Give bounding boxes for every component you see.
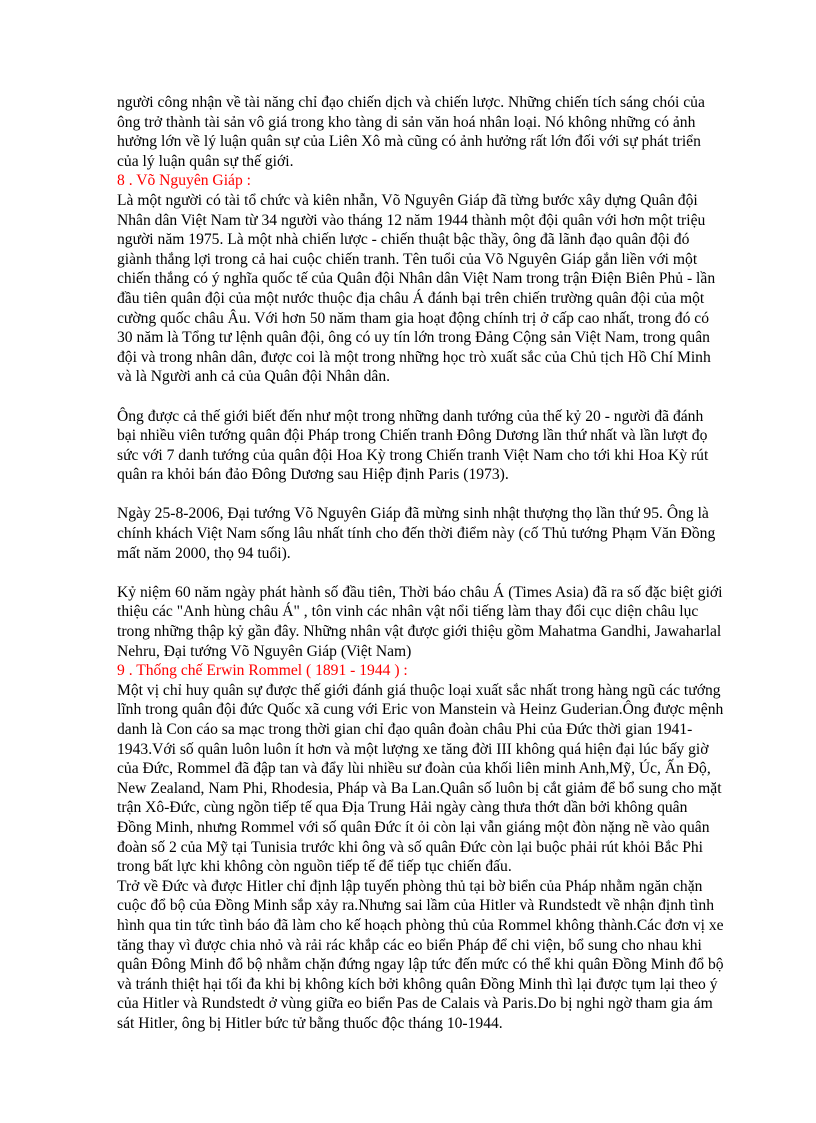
text-line: và tránh thiệt hại tối đa khi bị không kích bởi không quân Đồng Minh thì lại được tụm lại theo ý <box>117 975 718 993</box>
paragraph <box>117 93 757 171</box>
text-line: Ông được cả thế giới biết đến như một trong những danh tướng của thế kỷ 20 - người đã đánh <box>117 407 704 425</box>
text-line: cường quốc châu Âu. Với hơn 50 năm tham gia hoạt động chính trị ở cấp cao nhất, trong đó có <box>117 309 709 327</box>
paragraph <box>117 583 757 661</box>
text-line: New Zealand, Nam Phi, Rhodesia, Pháp và Ba Lan.Quân số luôn bị cắt giảm để bổ sung cho mặt <box>117 779 722 797</box>
text-line: lĩnh trong quân đội đức Quốc xã cung với Eric von Manstein và Heinz Guderian.Ông được mệnh <box>117 701 724 719</box>
text-line: bại nhiều viên tướng quân đội Pháp trong Chiến tranh Đông Dương lần thứ nhất và lần lượt đọ <box>117 427 708 445</box>
text-line: Trở về Đức và được Hitler chỉ định lập tuyến phòng thủ tại bờ biển của Pháp nhằm ngăn chặn <box>117 877 703 895</box>
text-line: thiệu các "Anh hùng châu Á" , tôn vinh các nhân vật nổi tiếng làm thay đổi cục diện châu lục <box>117 603 699 621</box>
text-line: đầu tiên quân đội của một nước thuộc địa châu Á đánh bại trên chiến trường quân đội của một <box>117 289 705 307</box>
text-line: Nehru, Đại tướng Võ Nguyên Giáp (Việt Nam) <box>117 642 412 660</box>
text-line: hình qua tin tức tình báo đã làm cho kế hoạch phòng thủ của Rommel không thành.Các đơn vị xe <box>117 916 724 934</box>
text-line: Là một người có tài tổ chức và kiên nhẫn, Võ Nguyên Giáp đã từng bước xây dựng Quân đội <box>117 191 698 209</box>
text-line <box>117 485 757 505</box>
text-line: Một vị chỉ huy quân sự được thế giới đánh giá thuộc loại xuất sắc nhất trong hàng ngũ các tướng <box>117 681 721 699</box>
text-line: chính khách Việt Nam sống lâu nhất tính cho đến thời điểm này (cố Thủ tướng Phạm Văn Đồng <box>117 525 716 543</box>
text-line: cuộc đổ bộ của Đồng Minh sắp xảy ra.Nhưng sai lầm của Hitler và Rundstedt về nhận định tình <box>117 897 714 915</box>
paragraph <box>117 191 757 387</box>
text-line: Kỷ niệm 60 năm ngày phát hành số đầu tiên, Thời báo châu Á (Times Asia) đã ra số đặc biệt giới <box>117 583 723 601</box>
text-line: của lý luận quân sự thế giới. <box>117 152 294 170</box>
text-line: 1943.Với số quân luôn luôn ít hơn và một lượng xe tăng đời III không quá hiện đại lúc bấy giờ <box>117 740 709 758</box>
text-line: 8 . Võ Nguyên Giáp : <box>117 172 251 190</box>
section-heading <box>117 661 757 681</box>
text-line: tăng thay vì được chia nhỏ và rải rác khắp các eo biển Pháp để chi viện, bổ sung cho nhau khi <box>117 936 702 954</box>
text-line: sát Hitler, ông bị Hitler bức tử bằng thuốc độc tháng 10-1944. <box>117 1014 503 1032</box>
text-line: quân Đông Minh đổ bộ nhằm chặn đứng ngay lập tức đến mức có thể khi quân Đồng Minh đổ bộ <box>117 956 724 974</box>
blank-line <box>117 387 757 407</box>
section-heading <box>117 171 757 191</box>
text-line: hưởng lớn về lý luận quân sự của Liên Xô mà cũng có ảnh hưởng rất lớn đối với sự phát triển <box>117 133 701 151</box>
text-line: ông trở thành tài sản vô giá trong kho tàng di sản văn hoá nhân loại. Nó không những có ảnh <box>117 113 696 131</box>
text-line: và là Người anh cả của Quân đội Nhân dân. <box>117 368 391 386</box>
text-line: người công nhận về tài năng chỉ đạo chiến dịch và chiến lược. Những chiến tích sáng chói của <box>117 94 705 111</box>
blank-line <box>117 485 757 505</box>
text-line: Ngày 25-8-2006, Đại tướng Võ Nguyên Giáp đã mừng sinh nhật thượng thọ lần thứ 95. Ông là <box>117 505 709 523</box>
text-line: trong bất lực khi không còn nguồn tiếp tế để tiếp tục chiến đấu. <box>117 858 512 876</box>
text-line <box>117 563 757 583</box>
text-line: chiến thắng có ý nghĩa quốc tế của Quân đội Nhân dân Việt Nam trong trận Điện Biên Phủ - lần <box>117 270 716 288</box>
text-line: trận Xô-Đức, cùng ngồn tiếp tế qua Địa Trung Hải ngày càng thưa thớt dần bởi không quân <box>117 799 688 817</box>
text-line: đội và trong nhân dân, được coi là một trong những học trò xuất sắc của Chủ tịch Hồ Chí Minh <box>117 348 711 366</box>
blank-line <box>117 563 757 583</box>
paragraph <box>117 681 757 877</box>
text-line: 30 năm là Tổng tư lệnh quân đội, ông có uy tín lớn trong Đảng Cộng sản Việt Nam, trong quân <box>117 329 710 347</box>
document-page <box>117 93 757 1034</box>
text-line: quân ra khỏi bán đảo Đông Dương sau Hiệp định Paris (1973). <box>117 466 509 484</box>
text-line: danh là Con cáo sa mạc trong thời gian chỉ đạo quân đoàn châu Phi của Đức thời gian 1941- <box>117 721 693 738</box>
text-line <box>117 387 757 407</box>
paragraph <box>117 504 757 563</box>
text-line: sức với 7 danh tướng của quân đội Hoa Kỳ trong Chiến tranh Việt Nam cho tới khi Hoa Kỳ rút <box>117 446 709 464</box>
text-line: Đồng Minh, nhưng Rommel với số quân Đức ít ỏi còn lại vẫn giáng một đòn nặng nề vào quân <box>117 818 710 836</box>
paragraph <box>117 407 757 485</box>
text-line: đoàn số 2 của Mỹ tại Tunisia trước khi ông và số quân Đức còn lại buộc phải rút khỏi Bắc Phi <box>117 838 704 856</box>
text-line: mất năm 2000, thọ 94 tuổi). <box>117 544 291 562</box>
text-line: trong những thập kỷ gần đây. Những nhân vật được giới thiệu gồm Mahatma Gandhi, Jawaharlal <box>117 623 722 641</box>
text-line: người năm 1975. Là một nhà chiến lược - chiến thuật bậc thầy, ông đã lãnh đạo quân đội đó <box>117 231 690 249</box>
text-line: của Hitler và Rundstedt ở vùng giữa eo biển Pas de Calais và Paris.Do bị nghi ngờ tham gia ám <box>117 995 713 1013</box>
text-line: 9 . Thống chế Erwin Rommel ( 1891 - 1944 ) : <box>117 662 408 680</box>
text-line: Nhân dân Việt Nam từ 34 người vào tháng 12 năm 1944 thành một đội quân với hơn một triệu <box>117 211 706 229</box>
text-line: giành thắng lợi trong cả hai cuộc chiến tranh. Tên tuổi của Võ Nguyên Giáp gắn liền với một <box>117 250 698 268</box>
text-line: của Đức, Rommel đã đập tan và đẩy lùi nhiều sư đoàn của khối liên minh Anh,Mỹ, Úc, Ấn Độ, <box>117 760 711 778</box>
paragraph <box>117 877 757 1034</box>
